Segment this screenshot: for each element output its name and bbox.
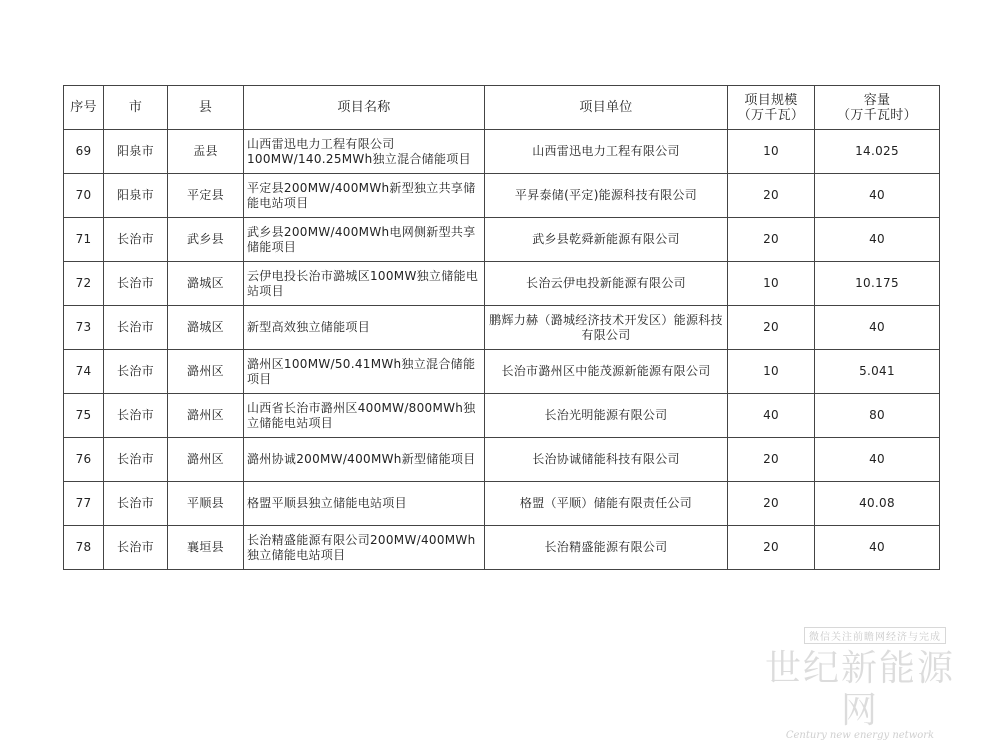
table-header-row: [64, 86, 940, 130]
cell-capacity: 40.08: [815, 482, 940, 526]
cell-no: 74: [64, 350, 104, 394]
cell-scale: 20: [728, 218, 815, 262]
header-project-unit: 项目单位: [485, 86, 728, 130]
cell-project-name: 潞州区100MW/50.41MWh独立混合储能项目: [244, 350, 485, 394]
cell-city: 长治市: [104, 482, 168, 526]
cell-county: 潞州区: [168, 394, 244, 438]
header-city: 市: [104, 86, 168, 130]
cell-city: 长治市: [104, 438, 168, 482]
project-table: [63, 85, 940, 570]
cell-scale: 20: [728, 174, 815, 218]
table-row: [64, 306, 940, 350]
header-scale: 项目规模 （万千瓦）: [728, 86, 815, 130]
cell-project-name: 潞州协诚200MW/400MWh新型储能项目: [244, 438, 485, 482]
table-row: [64, 262, 940, 306]
cell-no: 77: [64, 482, 104, 526]
cell-city: 阳泉市: [104, 174, 168, 218]
watermark: [760, 625, 960, 741]
cell-project-name: 云伊电投长治市潞城区100MW独立储能电站项目: [244, 262, 485, 306]
cell-project-unit: 格盟（平顺）储能有限责任公司: [485, 482, 728, 526]
watermark-subtitle: Century new energy network: [785, 730, 935, 741]
cell-project-unit: 武乡县乾舜新能源有限公司: [485, 218, 728, 262]
cell-no: 73: [64, 306, 104, 350]
watermark-logo-text: 世纪新能源网: [764, 648, 955, 731]
cell-capacity: 14.025: [815, 130, 940, 174]
table-row: [64, 526, 940, 570]
table-row: [64, 218, 940, 262]
cell-capacity: 10.175: [815, 262, 940, 306]
cell-project-unit: 长治光明能源有限公司: [485, 394, 728, 438]
header-project-name: 项目名称: [244, 86, 485, 130]
cell-no: 70: [64, 174, 104, 218]
cell-project-unit: 长治云伊电投新能源有限公司: [485, 262, 728, 306]
header-no: 序号: [64, 86, 104, 130]
watermark-top-text: 微信关注前瞻网经济与完成: [804, 627, 946, 644]
cell-county: 潞州区: [168, 438, 244, 482]
cell-city: 长治市: [104, 394, 168, 438]
cell-capacity: 40: [815, 526, 940, 570]
cell-county: 平定县: [168, 174, 244, 218]
cell-county: 平顺县: [168, 482, 244, 526]
cell-city: 长治市: [104, 218, 168, 262]
cell-city: 长治市: [104, 350, 168, 394]
cell-project-name: 山西省长治市潞州区400MW/800MWh独立储能电站项目: [244, 394, 485, 438]
cell-project-unit: 平昇泰储(平定)能源科技有限公司: [485, 174, 728, 218]
cell-capacity: 40: [815, 438, 940, 482]
cell-scale: 20: [728, 526, 815, 570]
cell-project-unit: 鹏辉力赫（潞城经济技术开发区）能源科技有限公司: [485, 306, 728, 350]
table-row: [64, 174, 940, 218]
cell-city: 长治市: [104, 526, 168, 570]
cell-county: 潞州区: [168, 350, 244, 394]
cell-project-name: 新型高效独立储能项目: [244, 306, 485, 350]
cell-project-name: 山西雷迅电力工程有限公司100MW/140.25MWh独立混合储能项目: [244, 130, 485, 174]
cell-capacity: 40: [815, 174, 940, 218]
cell-county: 潞城区: [168, 262, 244, 306]
cell-scale: 20: [728, 306, 815, 350]
cell-project-name: 平定县200MW/400MWh新型独立共享储能电站项目: [244, 174, 485, 218]
table-row: [64, 350, 940, 394]
cell-project-name: 长治精盛能源有限公司200MW/400MWh独立储能电站项目: [244, 526, 485, 570]
cell-scale: 10: [728, 262, 815, 306]
cell-no: 72: [64, 262, 104, 306]
cell-city: 长治市: [104, 306, 168, 350]
cell-county: 潞城区: [168, 306, 244, 350]
cell-project-unit: 长治协诚储能科技有限公司: [485, 438, 728, 482]
cell-capacity: 80: [815, 394, 940, 438]
header-county: 县: [168, 86, 244, 130]
cell-project-unit: 山西雷迅电力工程有限公司: [485, 130, 728, 174]
cell-no: 78: [64, 526, 104, 570]
table-row: [64, 482, 940, 526]
cell-no: 71: [64, 218, 104, 262]
cell-capacity: 40: [815, 306, 940, 350]
cell-scale: 40: [728, 394, 815, 438]
cell-scale: 10: [728, 130, 815, 174]
cell-no: 76: [64, 438, 104, 482]
table-row: [64, 130, 940, 174]
cell-no: 69: [64, 130, 104, 174]
header-capacity: 容量 （万千瓦时）: [815, 86, 940, 130]
cell-project-unit: 长治精盛能源有限公司: [485, 526, 728, 570]
cell-project-unit: 长治市潞州区中能茂源新能源有限公司: [485, 350, 728, 394]
cell-no: 75: [64, 394, 104, 438]
cell-county: 襄垣县: [168, 526, 244, 570]
cell-capacity: 5.041: [815, 350, 940, 394]
cell-scale: 20: [728, 482, 815, 526]
cell-scale: 10: [728, 350, 815, 394]
cell-city: 阳泉市: [104, 130, 168, 174]
cell-project-name: 武乡县200MW/400MWh电网侧新型共享储能项目: [244, 218, 485, 262]
table-row: [64, 394, 940, 438]
table-row: [64, 438, 940, 482]
cell-county: 盂县: [168, 130, 244, 174]
cell-county: 武乡县: [168, 218, 244, 262]
cell-scale: 20: [728, 438, 815, 482]
cell-city: 长治市: [104, 262, 168, 306]
cell-project-name: 格盟平顺县独立储能电站项目: [244, 482, 485, 526]
cell-capacity: 40: [815, 218, 940, 262]
